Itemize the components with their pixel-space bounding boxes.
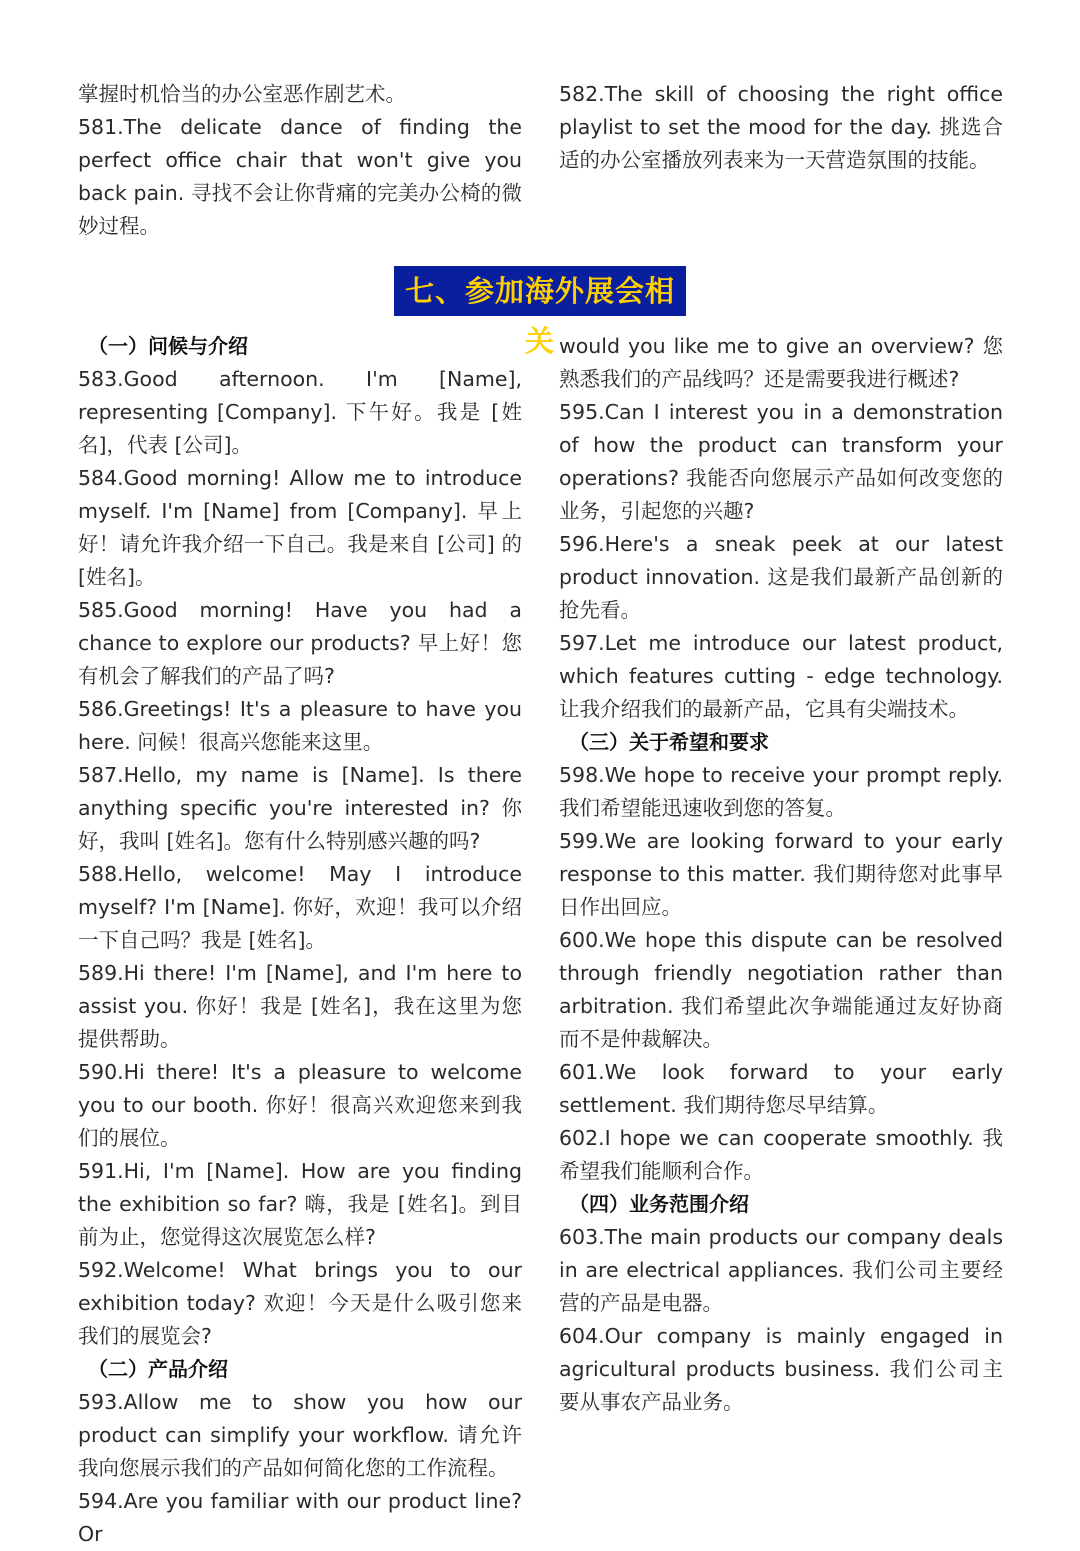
phrase-item: 585.Good morning! Have you had a chance to explore our products? 早上好！您有机会了解我们的产品了吗? <box>78 598 522 688</box>
section-subheading: （二）产品介绍 <box>88 1357 228 1381</box>
top-right-column <box>559 78 1003 177</box>
phrase-item: 602.I hope we can cooperate smoothly. 我希望我们能顺利合作。 <box>559 1126 1003 1183</box>
phrase-item: 604.Our company is mainly engaged in agricultural products business. 我们公司主要从事农产品业务。 <box>559 1324 1003 1414</box>
phrase-item: would you like me to give an overview? 您熟悉我们的产品线吗？还是需要我进行概述? <box>559 334 1003 391</box>
phrase-item: 586.Greetings! It's a pleasure to have you here. 问候！很高兴您能来这里。 <box>78 697 522 754</box>
main-left-column <box>78 330 522 1551</box>
top-left-column <box>78 78 522 243</box>
phrase-item: 601.We look forward to your early settlement. 我们期待您尽早结算。 <box>559 1060 1003 1117</box>
phrase-item: 583.Good afternoon. I'm [Name], representing [Company]. 下午好。我是 [姓名]，代表 [公司]。 <box>78 367 522 457</box>
section-subheading: （四）业务范围介绍 <box>569 1192 749 1216</box>
phrase-item: 593.Allow me to show you how our product can simplify your workflow. 请允许我向您展示我们的产品如何简化您的工作流程。 <box>78 1390 522 1480</box>
section-subheading: （一）问候与介绍 <box>88 334 248 358</box>
main-right-column <box>559 330 1003 1419</box>
paragraph: 掌握时机恰当的办公室恶作剧艺术。 <box>78 82 406 106</box>
phrase-item: 603.The main products our company deals in are electrical appliances. 我们公司主要经营的产品是电器。 <box>559 1225 1003 1315</box>
phrase-item: 600.We hope this dispute can be resolved through friendly negotiation rather than arbitration. 我们希望此次争端能通过友好协商而不是仲裁解决。 <box>559 928 1003 1051</box>
phrase-item: 595.Can I interest you in a demonstration of how the product can transform your operations? 我能否向您展示产品如何改变您的业务，引起您的兴趣? <box>559 400 1003 523</box>
phrase-item: 588.Hello, welcome! May I introduce myself? I'm [Name]. 你好，欢迎！我可以介绍一下自己吗？我是 [姓名]。 <box>78 862 522 952</box>
phrase-item: 599.We are looking forward to your early response to this matter. 我们期待您对此事早日作出回应。 <box>559 829 1003 919</box>
phrase-item: 596.Here's a sneak peek at our latest product innovation. 这是我们最新产品创新的抢先看。 <box>559 532 1003 622</box>
phrase-item: 587.Hello, my name is [Name]. Is there anything specific you're interested in? 你好，我叫 [姓名]。您有什么特别感兴趣的吗? <box>78 763 522 853</box>
phrase-item: 592.Welcome! What brings you to our exhibition today? 欢迎！今天是什么吸引您来我们的展览会? <box>78 1258 522 1348</box>
phrase-item: 591.Hi, I'm [Name]. How are you finding the exhibition so far? 嗨，我是 [姓名]。到目前为止，您觉得这次展览怎么样? <box>78 1159 522 1249</box>
phrase-item: 597.Let me introduce our latest product, which features cutting - edge technology. 让我介绍我们的最新产品，它具有尖端技术。 <box>559 631 1003 721</box>
phrase-item: 594.Are you familiar with our product line? Or <box>78 1489 522 1546</box>
paragraph: 581.The delicate dance of finding the perfect office chair that won't give you back pain. 寻找不会让你背痛的完美办公椅的微妙过程。 <box>78 115 522 238</box>
phrase-item: 598.We hope to receive your prompt reply. 我们希望能迅速收到您的答复。 <box>559 763 1003 820</box>
section-subheading: （三）关于希望和要求 <box>569 730 769 754</box>
phrase-item: 590.Hi there! It's a pleasure to welcome you to our booth. 你好！很高兴欢迎您来到我们的展位。 <box>78 1060 522 1150</box>
phrase-item: 584.Good morning! Allow me to introduce myself. I'm [Name] from [Company]. 早上好！请允许我介绍一下自己。我是来自 [公司] 的 [姓名]。 <box>78 466 522 589</box>
phrase-item: 589.Hi there! I'm [Name], and I'm here to assist you. 你好！我是 [姓名]，我在这里为您提供帮助。 <box>78 961 522 1051</box>
paragraph: 582.The skill of choosing the right office playlist to set the mood for the day. 挑选合适的办公室播放列表来为一天营造氛围的技能。 <box>559 82 1003 172</box>
section-title-banner: 七、参加海外展会相关 <box>394 266 686 316</box>
